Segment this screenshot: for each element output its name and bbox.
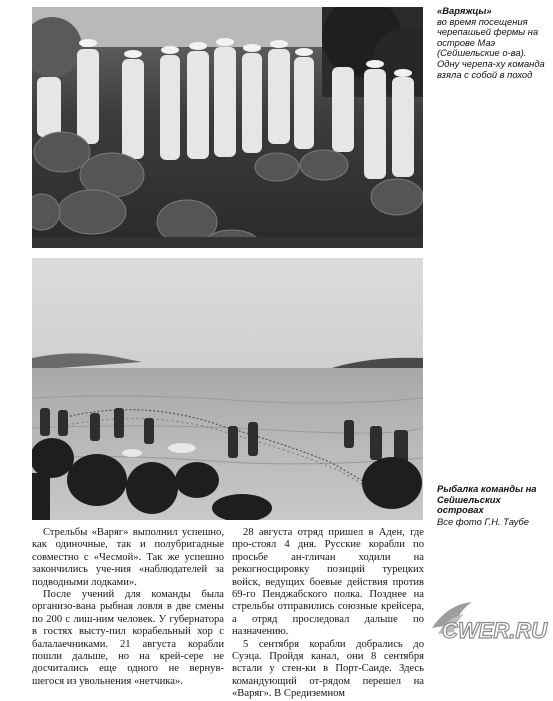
- article-paragraph: Стрельбы «Варяг» выполнил успешно, как одиночные, так и полубригадные совместно с «Чесмой». Так же успешно закончились уче-ния «наблюдателей за подводными лодками».: [32, 527, 224, 588]
- article-paragraph: После учений для команды была организо-вана рыбная ловля в две смены по 200 с лиш-ним человек. У губернатора в гостях высту-пил корабельный хор с балалаечниками. 21 августа корабли пошли дальше, но на крей-сере не досчитались еще одного не вернув-шегося из увольнения «нетчика».: [32, 589, 224, 687]
- photo-caption-fishing: [437, 484, 549, 527]
- watermark-text: CWER.RU: [442, 618, 548, 643]
- watermark-logo-graphic: [428, 594, 550, 654]
- photo-credit: Все фото Г.Н. Таубе: [437, 515, 529, 527]
- photo-tortoise-farm-image: [32, 7, 423, 248]
- article-column-left: [32, 527, 224, 688]
- caption-title: «Варяжцы»: [437, 5, 492, 16]
- photo-tortoise-farm: [32, 7, 423, 248]
- article-paragraph: 5 сентября корабли добрались до Суэца. Пройдя канал, они 8 сентября встали у стен-ки в Порт-Саиде. Здесь командующий от-рядом перешел на «Варяг». В Средиземном: [232, 638, 424, 700]
- photo-fishing-image: [32, 258, 423, 520]
- article-column-right: [232, 527, 424, 701]
- caption-title: Рыбалка команды на Сейшельских островах: [437, 483, 537, 516]
- article-paragraph: 28 августа отряд пришел в Аден, где про-стоял 4 дня. Русские корабли по просьбе ан-гличан ходили на рекогносцировку позиций турецких войск, ведущих боевые действия против 69-го Пенджабского полка. Позднее на стрельбы отправились союзные крейсера, а отряд проследовал дальше по назначению.: [232, 527, 424, 638]
- photo-caption-tortoise-farm: [437, 6, 549, 80]
- cwer-watermark-logo: [428, 594, 550, 654]
- caption-body: во время посещения черепашьей фермы на острове Маэ (Сейшельские о-ва). Одну черепа-ху команда взяла с собой в поход: [437, 15, 545, 80]
- photo-fishing: [32, 258, 423, 520]
